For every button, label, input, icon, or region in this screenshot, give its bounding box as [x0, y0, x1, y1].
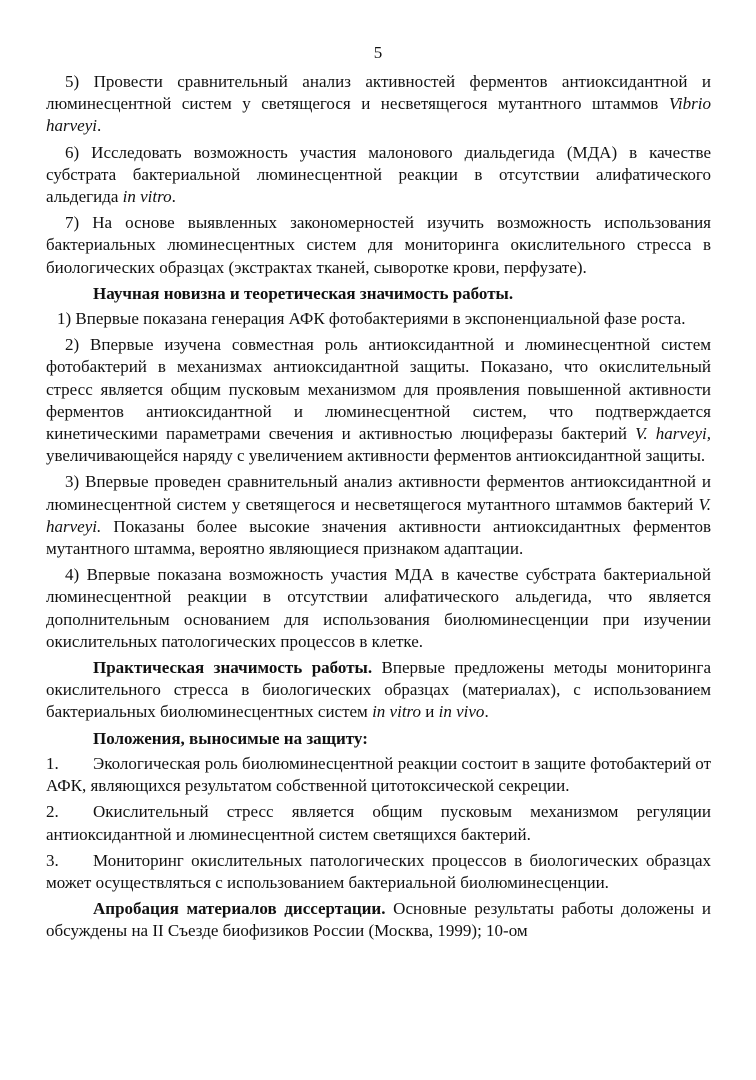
task-item-7: 7) На основе выявленных закономерностей изучить возможность использования бактериальных люминесцентных систем для мониторинга окислительного стресса в биологических образцах (экстрактах тканей, сыворотке крови, перфузате).	[46, 213, 711, 277]
heading-novelty: Научная новизна и теоретическая значимость работы.	[93, 283, 514, 303]
task-item-6-invitro: in vitro	[122, 187, 172, 207]
practical-invivo: in vivo	[438, 702, 485, 722]
defense-position-3	[46, 850, 711, 894]
task-item-5-species: Vibrio harveyi	[46, 94, 711, 136]
novelty-item-1: 1) Впервые показана генерация АФК фотобактериями в экспоненциальной фазе роста.	[57, 309, 686, 329]
task-item-6-text: 6) Исследовать возможность участия малонового диальдегида (МДА) в качестве субстрата бактериальной люминесцентной реакции в отсутствии алифатического альдегида	[46, 142, 711, 207]
defense-position-3-text: Мониторинг окислительных патологических процессов в биологических образцах может осуществляться с использованием бактериальной биолюминесценции.	[46, 850, 711, 892]
approbation	[46, 898, 711, 942]
practical-end: .	[484, 702, 489, 722]
approbation-text: Основные результаты работы доложены и обсуждены на II Съезде биофизиков России (Москва, 1999); 10-ом	[46, 899, 711, 941]
defense-position-1-text: Экологическая роль биолюминесцентной реакции состоит в защите фотобактерий от АФК, являющихся результатом собственной цитотоксической секреции.	[46, 753, 711, 796]
defense-position-2-text: Окислительный стресс является общим пусковым механизмом регуляции антиоксидантной и люминесцентной систем светящихся бактерий.	[46, 802, 711, 844]
novelty-item-4: 4) Впервые показана возможность участия МДА в качестве субстрата бактериальной люминесцентной реакции в отсутствии алифатического альдегида, что является дополнительным основанием для использования биолюминесценции при изучении окислительных патологических процессов в клетке.	[46, 565, 711, 651]
novelty-item-2-species: V. harveyi,	[635, 424, 711, 444]
practical-text: Впервые предложены методы мониторинга окислительного стресса в биологических образцах (материалах), с использованием бактериальных биолюминесцентных систем	[46, 658, 711, 722]
approbation-label: Апробация материалов диссертации.	[93, 899, 386, 919]
task-item-6	[46, 142, 711, 209]
defense-position-1-number: 1.	[46, 753, 59, 773]
novelty-item-2	[46, 334, 711, 467]
task-item-5-text: 5) Провести сравнительный анализ активностей ферментов антиоксидантной и люминесцентной систем у светящегося и несветящегося мутантного штаммов	[46, 72, 711, 114]
practical-and: и	[421, 702, 439, 722]
novelty-item-3	[46, 471, 711, 560]
defense-position-1	[46, 753, 711, 797]
novelty-item-3-species: V. harveyi.	[46, 494, 711, 536]
novelty-item-2-text: 2) Впервые изучена совместная роль антиоксидантной и люминесцентной систем фотобактерий в механизмах антиоксидантной защиты. Показано, что окислительный стресс является общим пусковым механизмом для проявления повышенной активности ферментов антиоксидантной и люминесцентной систем, что подтверждается кинетическими параметрами свечения и активностью люциферазы бактерий	[46, 335, 711, 444]
practical-invitro: in vitro	[372, 702, 422, 722]
defense-position-2	[46, 801, 711, 845]
practical-label: Практическая значимость работы.	[93, 658, 373, 678]
page-number: 5	[373, 43, 383, 62]
defense-position-2-number: 2.	[46, 802, 59, 822]
task-item-5	[46, 71, 711, 138]
task-item-6-end: .	[171, 187, 176, 207]
page-body	[46, 71, 711, 947]
heading-defense-positions: Положения, выносимые на защиту:	[93, 728, 368, 748]
task-item-5-end: .	[96, 116, 102, 136]
novelty-item-2-end: увеличивающейся наряду с увеличением активности ферментов антиоксидантной защиты.	[46, 446, 706, 466]
practical-significance	[46, 657, 711, 724]
novelty-item-3-text: 3) Впервые проведен сравнительный анализ активности ферментов антиоксидантной и люминесцентной систем у светящегося и несветящегося мутантного штаммов бактерий	[46, 472, 711, 514]
novelty-item-3-end: Показаны более высокие значения активности антиоксидантных ферментов мутантного штамма, вероятно являющиеся признаком адаптации.	[46, 516, 711, 559]
defense-position-3-number: 3.	[46, 850, 59, 870]
